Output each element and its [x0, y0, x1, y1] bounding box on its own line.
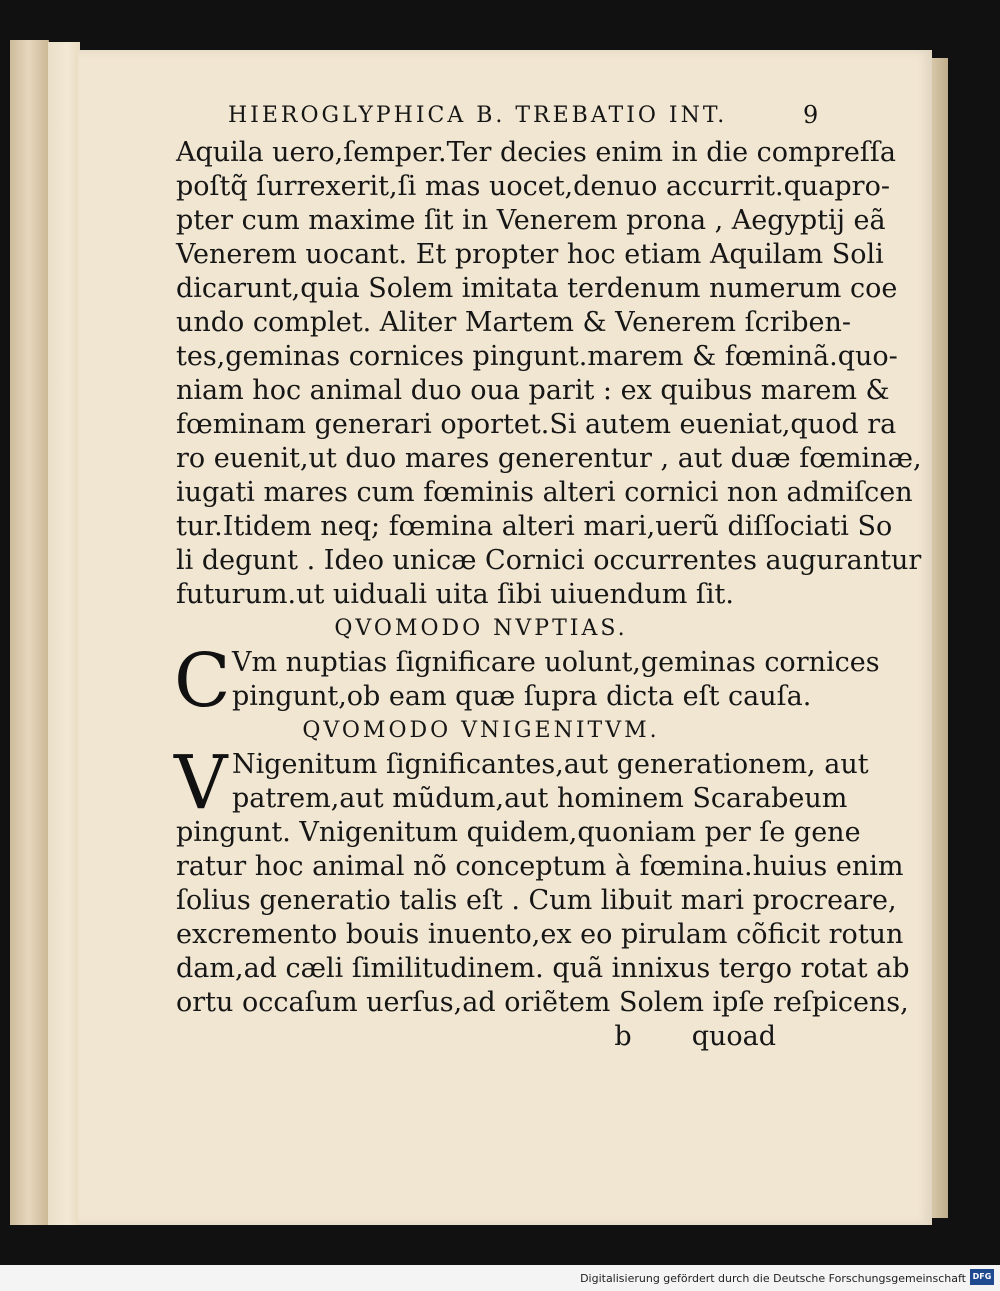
text-line: pingunt,ob eam quæ ſupra dicta eſt cauſa.: [232, 681, 812, 712]
dfg-logo: DFG: [970, 1269, 994, 1285]
text-line: Vm nuptias ſignificare uolunt,geminas cornices: [232, 647, 880, 678]
text-line: patrem,aut mũdum,aut hominem Scarabeum: [232, 783, 848, 814]
section-unigenitum: [174, 740, 910, 1020]
page-number: 9: [803, 101, 819, 129]
text-line: poſtq̃ ſurrexerit,ſi mas uocet,denuo accurrit.quapro-: [176, 171, 890, 202]
text-line: tur.Itidem neq; fœmina alteri mari,uerũ diſſociati So: [176, 511, 893, 542]
text-line: pingunt. Vnigenitum quidem,quoniam per ſe gene: [176, 817, 861, 848]
section-heading: QVOMODO NVPTIAS.: [334, 616, 628, 641]
text-line: ſolius generatio talis eſt . Cum libuit mari procreare,: [176, 885, 897, 916]
text-line: excremento bouis inuento,ex eo pirulam cõficit rotun: [176, 919, 904, 950]
text-line: Venerem uocant. Et propter hoc etiam Aquilam Soli: [176, 239, 884, 270]
text-line: Aquila uero,ſemper.Ter decies enim in die compreſſa: [176, 137, 896, 168]
text-line: fœminam generari oportet.Si autem eueniat,quod ra: [176, 409, 897, 440]
text-line: tes,geminas cornices pingunt.marem & fœminã.quo-: [176, 341, 898, 372]
drop-cap-initial: V: [174, 740, 228, 826]
text-line: dam,ad cæli ſimilitudinem. quã innixus tergo rotat ab: [176, 953, 910, 984]
text-line: dicarunt,quia Solem imitata terdenum numerum coe: [176, 273, 898, 304]
text-line: ratur hoc animal nõ conceptum à fœmina.huius enim: [176, 851, 904, 882]
text-line: niam hoc animal duo oua parit : ex quibus marem &: [176, 375, 890, 406]
page-fore-edge: [932, 58, 948, 1218]
text-line: li degunt . Ideo unicæ Cornici occurrentes augurantur: [176, 545, 922, 576]
section-heading: QVOMODO VNIGENITVM.: [302, 718, 660, 743]
text-line: Nigenitum ſignificantes,aut generationem, aut: [232, 749, 869, 780]
text-line: pter cum maxime ſit in Venerem prona , Aegyptij eã: [176, 205, 886, 236]
section-nuptias: [174, 638, 880, 724]
book-spine: [10, 40, 49, 1225]
main-text-block: [174, 136, 922, 1054]
text-line: futurum.ut uiduali uita ſibi uiuendum ſit.: [176, 579, 734, 610]
signature-catchword-line: [176, 1020, 786, 1054]
text-line: iugati mares cum fœminis alteri cornici non admiſcen: [176, 477, 913, 508]
catchword: quoad: [691, 1021, 776, 1052]
text-line: undo complet. Aliter Martem & Venerem ſcriben-: [176, 307, 852, 338]
signature-mark: b: [614, 1021, 632, 1052]
funding-credit: Digitalisierung gefördert durch die Deutsche Forschungsgemeinschaft: [580, 1272, 966, 1285]
text-line: ortu occaſum uerſus,ad oriẽtem Solem ipſe reſpicens,: [176, 987, 909, 1018]
text-line: ro euenit,ut duo mares generentur , aut duæ fœminæ,: [176, 443, 922, 474]
drop-cap-initial: C: [174, 638, 231, 724]
running-head: HIEROGLYPHICA B. TREBATIO INT.: [228, 103, 728, 128]
page-edge: [48, 42, 80, 1225]
